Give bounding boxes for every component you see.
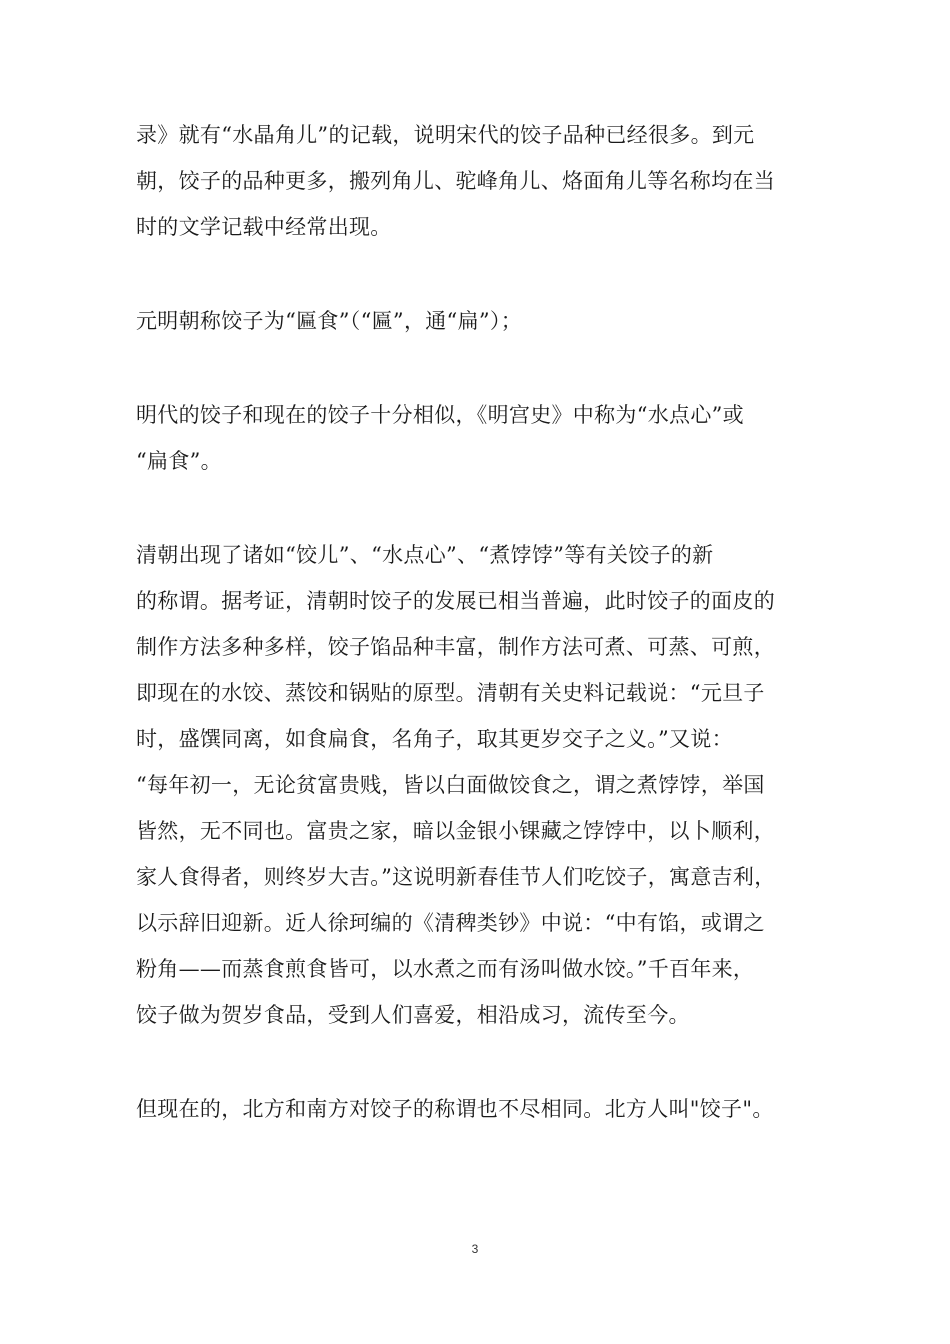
text-line: 录》就有“水晶角儿”的记载，说明宋代的饺子品种已经很多。到元 <box>136 123 755 147</box>
text-line: “扁食”。 <box>136 449 222 473</box>
paragraph-modern <box>136 1086 826 1132</box>
text-line: 粉角——而蒸食煎食皆可，以水煮之而有汤叫做水饺。”千百年来， <box>136 957 755 981</box>
text-line: 即现在的水饺、蒸饺和锅贴的原型。清朝有关史料记载说：“元旦子 <box>136 681 765 705</box>
text-line: 的称谓。据考证，清朝时饺子的发展已相当普遍，此时饺子的面皮的 <box>136 589 775 613</box>
paragraph-song-yuan <box>136 112 826 250</box>
text-line: “每年初一，无论贫富贵贱，皆以白面做饺食之，谓之煮饽饽，举国 <box>136 773 765 797</box>
text-line: 以示辞旧迎新。近人徐珂编的《清稗类钞》中说：“中有馅，或谓之 <box>136 911 765 935</box>
text-line: 朝，饺子的品种更多，搬列角儿、驼峰角儿、烙面角儿等名称均在当 <box>136 169 775 193</box>
paragraph-gap <box>136 1038 826 1086</box>
text-line: 时的文学记载中经常出现。 <box>136 215 392 239</box>
text-line: 制作方法多种多样，饺子馅品种丰富，制作方法可煮、可蒸、可煎， <box>136 635 775 659</box>
text-line: 时，盛馔同离，如食扁食，名角子，取其更岁交子之义。”又说： <box>136 727 733 751</box>
text-line: 元明朝称饺子为“匾食”（“匾”，通“扁”）； <box>136 309 523 333</box>
paragraph-yuan-ming <box>136 298 826 344</box>
paragraph-qing <box>136 532 826 1038</box>
document-body <box>136 112 826 1132</box>
page-number: 3 <box>471 1242 479 1256</box>
paragraph-gap <box>136 484 826 532</box>
text-line: 家人食得者，则终岁大吉。”这说明新春佳节人们吃饺子，寓意吉利， <box>136 865 776 889</box>
text-line: 明代的饺子和现在的饺子十分相似，《明宫史》中称为“水点心”或 <box>136 403 744 427</box>
text-line: 皆然，无不同也。富贵之家，暗以金银小锞藏之饽饽中，以卜顺利， <box>136 819 775 843</box>
text-line: 清朝出现了诸如“饺儿”、“水点心”、“煮饽饽”等有关饺子的新 <box>136 543 714 567</box>
text-line: 但现在的，北方和南方对饺子的称谓也不尽相同。北方人叫"饺子"。 <box>136 1097 774 1121</box>
text-line: 饺子做为贺岁食品，受到人们喜爱，相沿成习，流传至今。 <box>136 1003 690 1027</box>
paragraph-gap <box>136 250 826 298</box>
paragraph-gap <box>136 344 826 392</box>
paragraph-ming <box>136 392 826 484</box>
